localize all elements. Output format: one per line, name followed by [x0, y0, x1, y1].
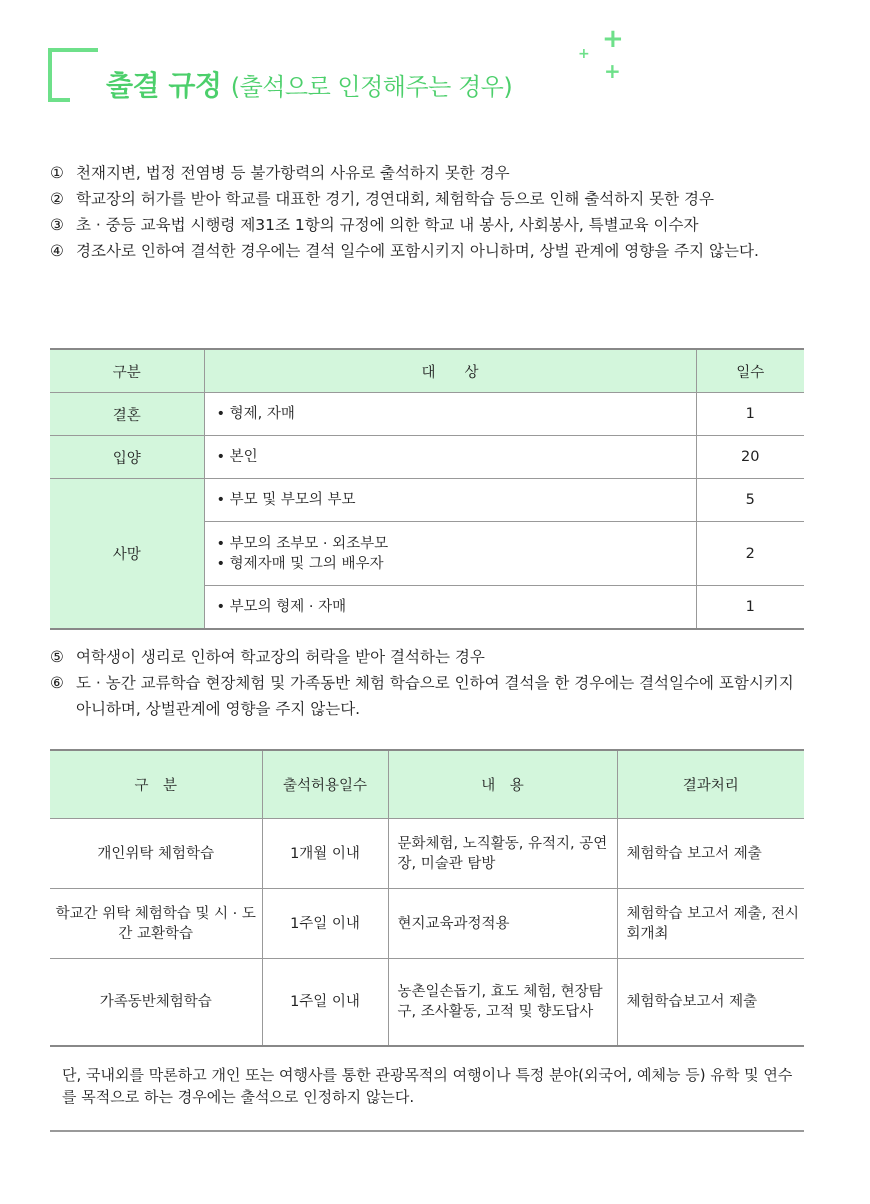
table-row: [50, 393, 804, 436]
list-item: [50, 238, 810, 264]
days-cell: 1: [696, 393, 804, 436]
result-cell: 체험학습 보고서 제출: [617, 819, 804, 889]
bottom-divider: [50, 1130, 804, 1132]
list-item: [50, 160, 810, 186]
days-cell: 1개월 이내: [262, 819, 388, 889]
target-line: • 부모의 조부모 · 외조부모: [216, 535, 389, 552]
category-cell: 결혼: [50, 393, 204, 436]
target-cell: [204, 522, 696, 586]
footnote: 단, 국내외를 막론하고 개인 또는 여행사를 통한 관광목적의 여행이나 특정 분야(외국어, 예체능 등) 유학 및 연수를 목적으로 하는 경우에는 출석으로 인정하지 않는다.: [62, 1066, 793, 1106]
list-text: 도 · 농간 교류학습 현장체험 및 가족동반 체험 학습으로 인하여 결석을 한 경우에는 결석일수에 포함시키지 아니하며, 상벌관계에 영향을 주지 않는다.: [76, 674, 794, 718]
days-cell: 5: [696, 479, 804, 522]
list-item: [50, 644, 810, 670]
result-cell: 체험학습보고서 제출: [617, 959, 804, 1047]
page-title-sub: (출석으로 인정해주는 경우): [230, 73, 513, 101]
plus-decoration-icon: +: [578, 46, 590, 62]
table-row: [50, 889, 804, 959]
target-cell: • 형제, 자매: [204, 393, 696, 436]
plus-decoration-icon: +: [602, 24, 624, 54]
type-cell: 학교간 위탁 체험학습 및 시 · 도간 교환학습: [50, 889, 262, 959]
target-cell: • 부모 및 부모의 부모: [204, 479, 696, 522]
title-corner-bracket: [48, 48, 98, 98]
days-cell: 20: [696, 436, 804, 479]
content-cell: 농촌일손돕기, 효도 체험, 현장탐구, 조사활동, 고적 및 향도답사: [388, 959, 617, 1047]
content-cell: 문화체험, 노직활동, 유적지, 공연장, 미술관 탐방: [388, 819, 617, 889]
column-header: 내 용: [388, 750, 617, 819]
target-line: • 형제자매 및 그의 배우자: [216, 555, 384, 572]
attendance-rules-list: [50, 160, 810, 264]
result-cell: 체험학습 보고서 제출, 전시회개최: [617, 889, 804, 959]
list-number: ⑤: [50, 648, 64, 666]
days-cell: 1주일 이내: [262, 959, 388, 1047]
list-item: [50, 212, 810, 238]
list-number: ③: [50, 216, 64, 234]
column-header: 결과처리: [617, 750, 804, 819]
target-cell: • 부모의 형제 · 자매: [204, 586, 696, 630]
table-row: [50, 819, 804, 889]
list-number: ②: [50, 190, 64, 208]
table-header-row: [50, 750, 804, 819]
list-number: ⑥: [50, 674, 64, 692]
days-cell: 1주일 이내: [262, 889, 388, 959]
bereavement-days-table: [50, 348, 804, 630]
type-cell: 개인위탁 체험학습: [50, 819, 262, 889]
table-row: [50, 479, 804, 522]
list-item: [50, 186, 810, 212]
list-text: 학교장의 허가를 받아 학교를 대표한 경기, 경연대회, 체험학습 등으로 인해 출석하지 못한 경우: [76, 190, 714, 208]
content-cell: 현지교육과정적용: [388, 889, 617, 959]
days-cell: 2: [696, 522, 804, 586]
list-number: ①: [50, 164, 64, 182]
type-cell: 가족동반체험학습: [50, 959, 262, 1047]
column-header: 일수: [696, 349, 804, 393]
days-cell: 1: [696, 586, 804, 630]
list-text: 천재지변, 법정 전염병 등 불가항력의 사유로 출석하지 못한 경우: [76, 164, 510, 182]
list-number: ④: [50, 242, 64, 260]
category-cell: 입양: [50, 436, 204, 479]
column-header: 대 상: [204, 349, 696, 393]
additional-rules-list: [50, 644, 810, 722]
list-text: 여학생이 생리로 인하여 학교장의 허락을 받아 결석하는 경우: [76, 648, 485, 666]
table-row: [50, 436, 804, 479]
column-header: 구분: [50, 349, 204, 393]
table-header-row: [50, 349, 804, 393]
list-text: 초 · 중등 교육법 시행령 제31조 1항의 규정에 의한 학교 내 봉사, 사회봉사, 특별교육 이수자: [76, 216, 699, 234]
category-cell: 사망: [50, 479, 204, 630]
page-title: [106, 64, 512, 104]
plus-decoration-icon: +: [604, 59, 621, 83]
column-header: 구 분: [50, 750, 262, 819]
page-title-main: 출결 규정: [106, 69, 222, 102]
experiential-learning-table: [50, 749, 804, 1047]
list-text: 경조사로 인하여 결석한 경우에는 결석 일수에 포함시키지 아니하며, 상벌 관계에 영향을 주지 않는다.: [76, 242, 759, 260]
target-cell: • 본인: [204, 436, 696, 479]
table-row: [50, 959, 804, 1047]
column-header: 출석허용일수: [262, 750, 388, 819]
list-item: [50, 670, 810, 722]
